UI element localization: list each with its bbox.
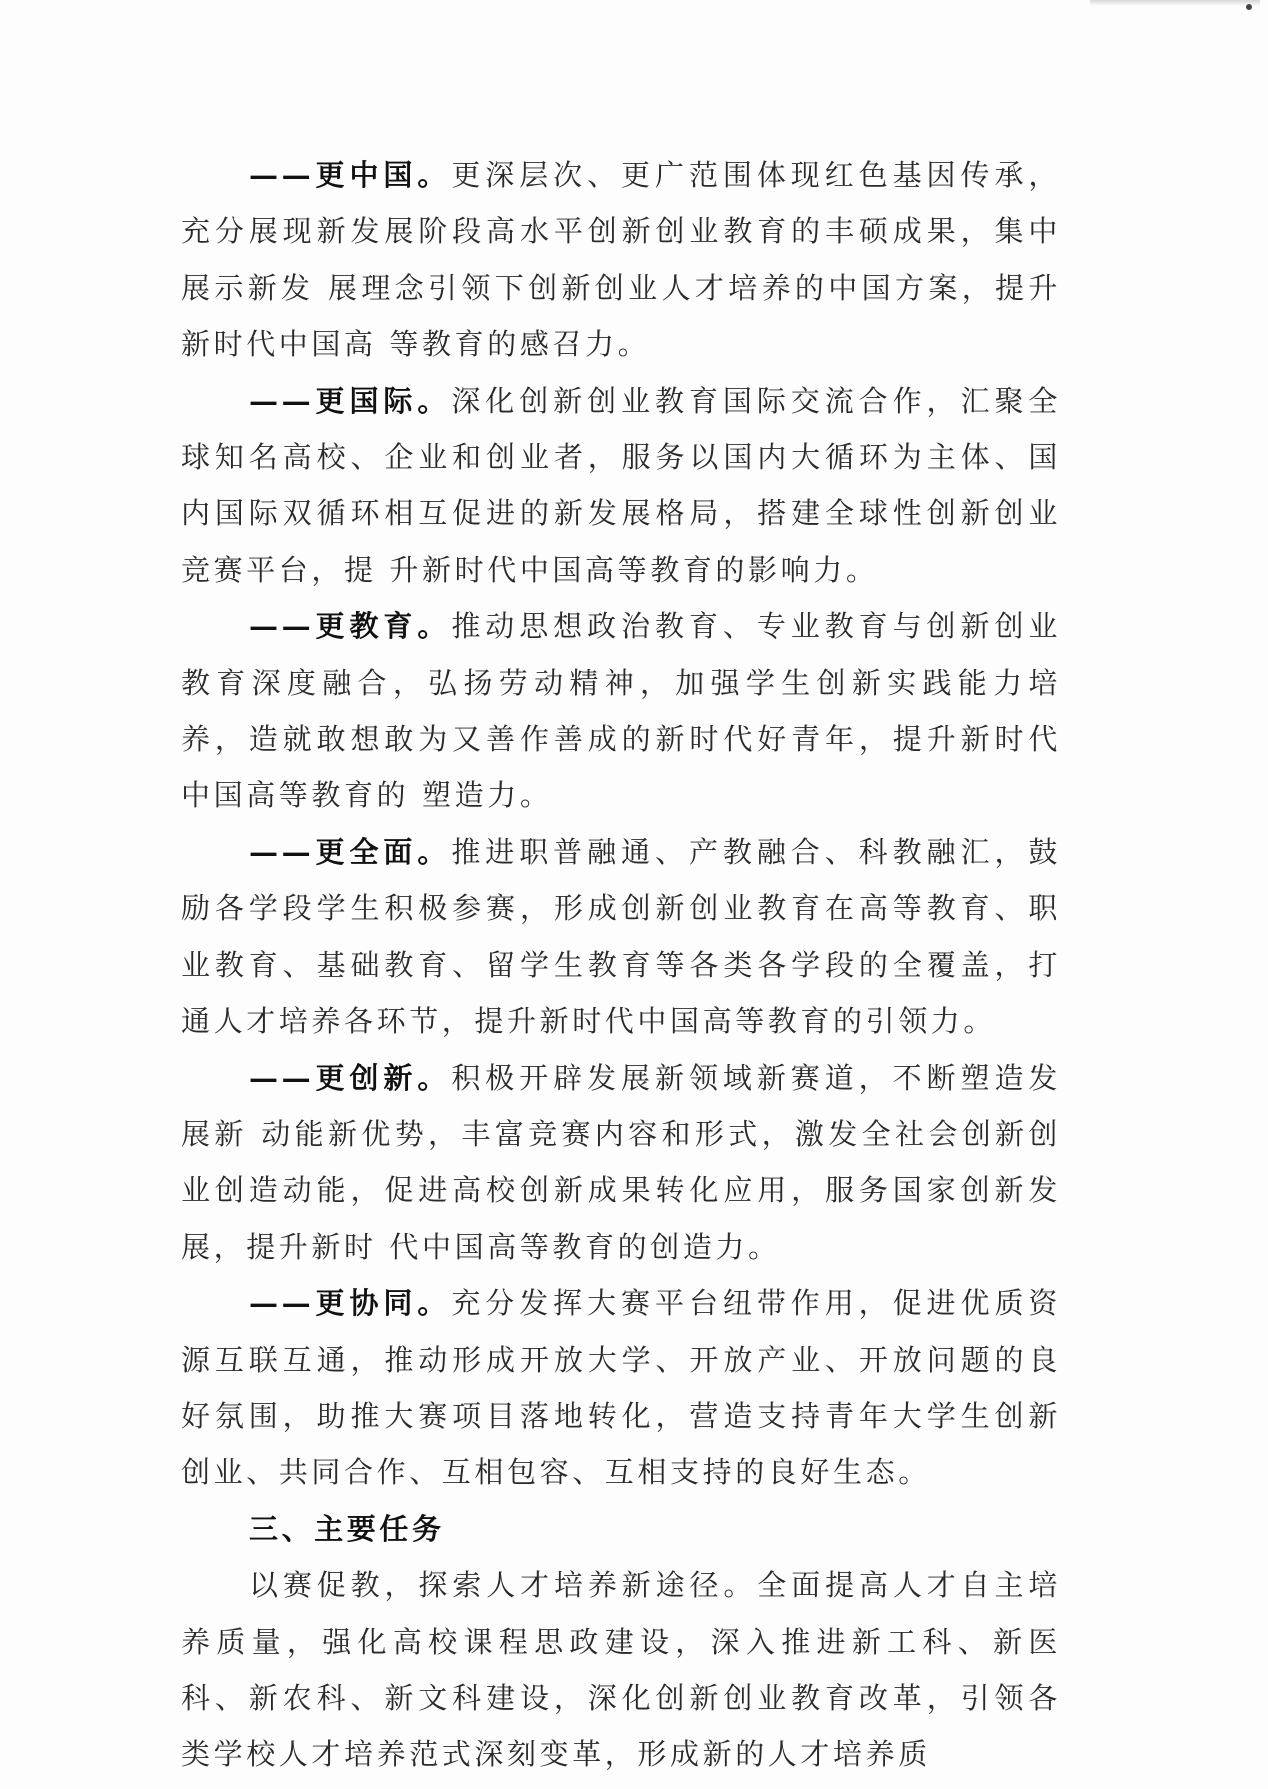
- paragraph-body: 深化创新创业教育国际交流合作，汇聚全球知名高校、企业和创业者，服务以国内大循环为主体、国内国际双循环相互促进的新发展格局，搭建全球性创新创业竞赛平台，提 升新时代中国高等教育的影响力。: [181, 383, 1061, 587]
- paragraph-main-tasks: 以赛促教，探索人才培养新途径。全面提高人才自主培养质量，强化高校课程思政建设，深入推进新工科、新医科、新农科、新文科建设，深化创新创业教育改革，引领各类学校人才培养范式深刻变革，形成新的人才培养质: [181, 1568, 1061, 1772]
- paragraph-more-chinese: [181, 147, 1061, 373]
- paragraph-more-innovative: [181, 1050, 1061, 1276]
- paragraph-lead: ——更全面。: [249, 834, 452, 869]
- paragraph-lead: ——更中国。: [249, 158, 452, 192]
- paragraph-lead: ——更创新。: [249, 1060, 452, 1095]
- paragraph-lead: ——更教育。: [249, 609, 452, 644]
- paragraph-more-collaborative: [181, 1275, 1061, 1501]
- document-body: [181, 147, 1061, 1783]
- paragraph-more-comprehensive: [181, 824, 1061, 1050]
- paragraph-more-educational: [181, 598, 1061, 824]
- paragraph-body: 推动思想政治教育、专业教育与创新创业教育深度融合，弘扬劳动精神，加强学生创新实践能力培养，造就敢想敢为又善作善成的新时代好青年，提升新时代中国高等教育的 塑造力。: [181, 609, 1061, 813]
- paragraph-body: 更深层次、更广范围体现红色基因传承，充分展现新发展阶段高水平创新创业教育的丰硕成果，集中展示新发 展理念引领下创新创业人才培养的中国方案，提升新时代中国高 等教育的感召力。: [181, 158, 1061, 362]
- scan-edge-mark: [1090, 0, 1260, 6]
- paragraph-lead: ——更协同。: [249, 1286, 452, 1321]
- section-heading: 三、主要任务: [249, 1511, 445, 1546]
- paragraph-body: 积极开辟发展新领域新赛道，不断塑造发展新 动能新优势，丰富竞赛内容和形式，激发全社会创新创业创造动能，促进高校创新成果转化应用，服务国家创新发展，提升新时 代中国高等教育的创造力。: [181, 1060, 1061, 1264]
- paragraph-body: 推进职普融通、产教融合、科教融汇，鼓励各学段学生积极参赛，形成创新创业教育在高等教育、职业教育、基础教育、留学生教育等各类各学段的全覆盖，打通人才培养各环节，提升新时代中国高等教育的引领力。: [181, 834, 1061, 1039]
- paragraph-lead: ——更国际。: [249, 383, 452, 418]
- paragraph-more-international: [181, 373, 1061, 599]
- scan-dot-mark: [1246, 4, 1252, 10]
- paragraph-body: 充分发挥大赛平台纽带作用，促进优质资源互联互通，推动形成开放大学、开放产业、开放问题的良好氛围，助推大赛项目落地转化，营造支持青年大学生创新创业、共同合作、互相包容、互相支持的良好生态。: [181, 1286, 1061, 1490]
